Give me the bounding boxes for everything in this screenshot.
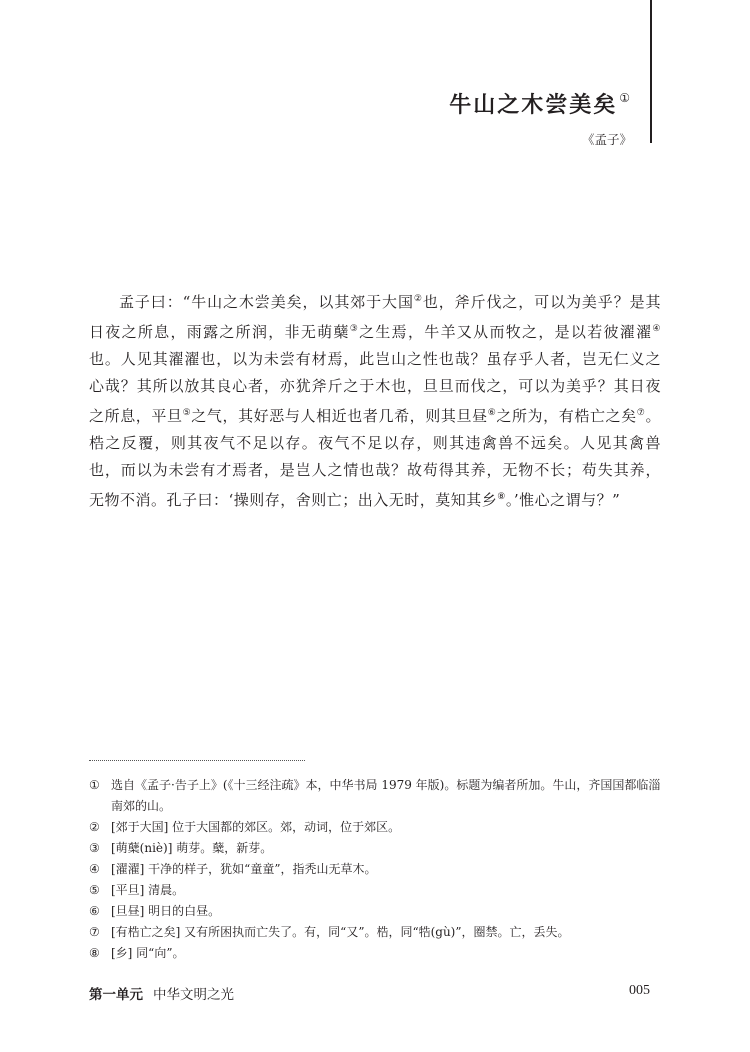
header-vertical-rule bbox=[650, 0, 652, 143]
footnote-ref-6[interactable]: ⑥ bbox=[487, 408, 497, 418]
passage-segment: 也。人见其濯濯也，以为未尝有材焉，此岂山之性也哉？虽存乎人者，岂无仁义之心哉？其所以放其良心者，亦犹斧斤之于木也，旦旦而伐之，可以为美乎？其日夜之所息，平旦 bbox=[89, 350, 661, 425]
passage-segment: 。’惟心之谓与？” bbox=[505, 491, 621, 509]
footnote-number: ③ bbox=[89, 841, 100, 855]
footnote-text: [郊于大国] 位于大国都的郊区。郊，动词，位于郊区。 bbox=[111, 820, 401, 834]
footnote-number: ⑦ bbox=[89, 925, 100, 939]
passage-segment: 之所为，有梏亡之矣 bbox=[496, 407, 637, 425]
footnote-ref-3[interactable]: ③ bbox=[349, 324, 360, 334]
footnote-text: [旦昼] 明日的白昼。 bbox=[111, 904, 221, 918]
passage-segment: 。梏之反覆，则其夜气不足以存。夜气不足以存，则其违禽兽不远矣。人见其禽兽也，而以为未尝有才焉者，是岂人之情也哉？故苟得其养，无物不长；苟失其养，无物不消。孔子曰：‘操则存，舍则亡；出入无时，莫知其乡 bbox=[89, 407, 661, 509]
footnote-item bbox=[89, 943, 661, 964]
page-title bbox=[449, 88, 632, 119]
footnote-ref-8[interactable]: ⑧ bbox=[497, 492, 506, 502]
passage-segment: 之气，其好恶与人相近也者几希，则其旦昼 bbox=[191, 407, 488, 425]
footnote-item bbox=[89, 922, 661, 943]
footnote-number: ⑧ bbox=[89, 946, 100, 960]
unit-label: 第一单元 bbox=[89, 987, 143, 1003]
footnote-number: ⑤ bbox=[89, 883, 100, 897]
footnote-item bbox=[89, 859, 661, 880]
page-number: 005 bbox=[629, 983, 650, 998]
footnote-text: [萌蘖(niè)] 萌芽。蘖，新芽。 bbox=[111, 841, 273, 855]
main-passage bbox=[89, 286, 661, 514]
unit-subtitle: 中华文明之光 bbox=[153, 987, 234, 1003]
footnote-text: [濯濯] 干净的样子，犹如“童童”，指秃山无草木。 bbox=[111, 862, 377, 876]
footnote-number: ① bbox=[89, 778, 100, 792]
footnote-item bbox=[89, 838, 661, 859]
footnote-ref-2[interactable]: ② bbox=[413, 294, 423, 304]
footnote-divider bbox=[89, 760, 305, 761]
footnote-item bbox=[89, 817, 661, 838]
footnote-item bbox=[89, 880, 661, 901]
footnote-number: ② bbox=[89, 820, 100, 834]
footnote-ref-4[interactable]: ④ bbox=[652, 324, 661, 334]
page-footer bbox=[89, 983, 650, 1003]
footnote-text: 选自《孟子·告子上》(《十三经注疏》本，中华书局 1979 年版)。标题为编者所加。牛山，齐国国都临淄南郊的山。 bbox=[111, 778, 661, 813]
footnote-text: [有梏亡之矣] 又有所困执而亡失了。有，同“又”。梏，同“牿(gù)”，圈禁。亡，丢失。 bbox=[111, 925, 570, 939]
title-footnote-marker[interactable]: ① bbox=[619, 91, 632, 105]
footnote-number: ④ bbox=[89, 862, 100, 876]
footnote-text: [乡] 同“向”。 bbox=[111, 946, 185, 960]
footnote-ref-7[interactable]: ⑦ bbox=[636, 408, 646, 418]
passage-segment: 孟子曰：“牛山之木尝美矣，以其郊于大国 bbox=[119, 293, 414, 311]
footnote-item bbox=[89, 901, 661, 922]
passage-segment: 之生焉，牛羊又从而牧之，是以若彼濯濯 bbox=[359, 323, 653, 341]
footnotes-list bbox=[89, 775, 661, 964]
footnote-text: [平旦] 清晨。 bbox=[111, 883, 185, 897]
footnote-number: ⑥ bbox=[89, 904, 100, 918]
footnote-item bbox=[89, 775, 661, 817]
title-text: 牛山之木尝美矣 bbox=[449, 93, 618, 118]
source-author: 《孟子》 bbox=[581, 132, 632, 147]
passage-segment: 也，斧斤伐之，可以为美乎？是其日夜之所息，雨露之所润，非无萌蘖 bbox=[89, 293, 662, 341]
footnote-ref-5[interactable]: ⑤ bbox=[182, 408, 192, 418]
